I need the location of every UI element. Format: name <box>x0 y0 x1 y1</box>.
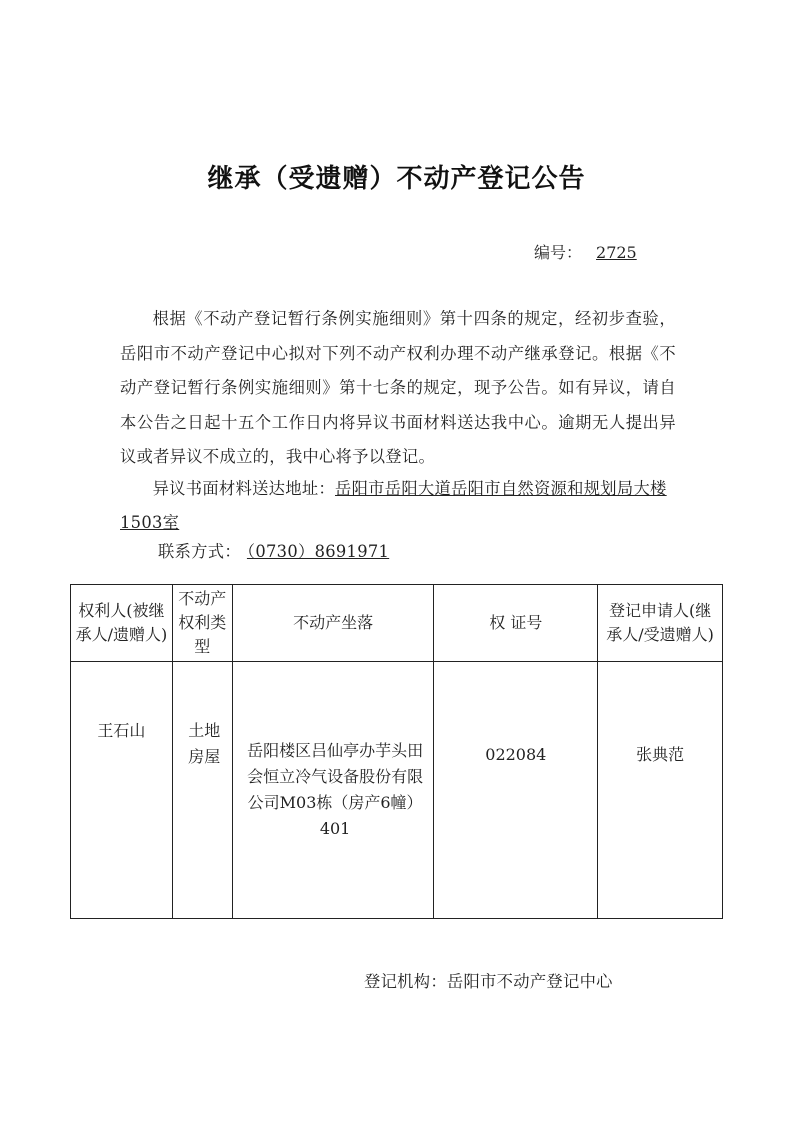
contact-info <box>158 538 409 562</box>
serial-label: 编号： <box>534 243 583 262</box>
header-right-holder: 权利人(被继承人/遗赠人) <box>71 585 173 662</box>
announcement-paragraph: 根据《不动产登记暂行条例实施细则》第十四条的规定，经初步查验，岳阳市不动产登记中心拟对下列不动产权利办理不动产继承登记。根据《不动产登记暂行条例实施细则》第十七条的规定，现予公告。如有异议，请自本公告之日起十五个工作日内将异议书面材料送达我中心。逾期无人提出异议或者异议不成立的，我中心将予以登记。 <box>120 309 676 466</box>
cell-location: 岳阳楼区吕仙亭办芋头田会恒立冷气设备股份有限公司M03栋（房产6幢）401 <box>232 662 434 919</box>
page-title: 继承（受遗赠）不动产登记公告 <box>207 164 586 194</box>
registration-agency <box>364 968 613 992</box>
cell-applicant: 张典范 <box>598 662 723 919</box>
agency-label: 登记机构： <box>364 972 447 991</box>
header-certificate-number: 权 证号 <box>434 585 598 662</box>
objection-address-value: 岳阳市岳阳大道岳阳市自然资源和规划局大楼1503室 <box>120 479 667 532</box>
serial-value: 2725 <box>596 243 637 262</box>
cell-right-type: 土地房屋 <box>172 662 232 919</box>
objection-address-label: 异议书面材料送达地址： <box>152 479 335 498</box>
registration-table <box>70 584 723 919</box>
table-row <box>71 662 723 919</box>
header-applicant: 登记申请人(继承人/受遗赠人) <box>598 585 723 662</box>
cell-certificate-number: 022084 <box>434 662 598 919</box>
contact-value: （0730）8691971 <box>246 542 390 561</box>
contact-label: 联系方式： <box>158 542 241 561</box>
agency-value: 岳阳市不动产登记中心 <box>446 972 613 991</box>
header-right-type: 不动产权利类型 <box>172 585 232 662</box>
table-header-row <box>71 585 723 662</box>
serial-number <box>534 240 637 263</box>
cell-right-holder: 王石山 <box>71 662 173 919</box>
announcement-body <box>120 302 676 475</box>
objection-address <box>120 472 676 540</box>
header-location: 不动产坐落 <box>232 585 434 662</box>
